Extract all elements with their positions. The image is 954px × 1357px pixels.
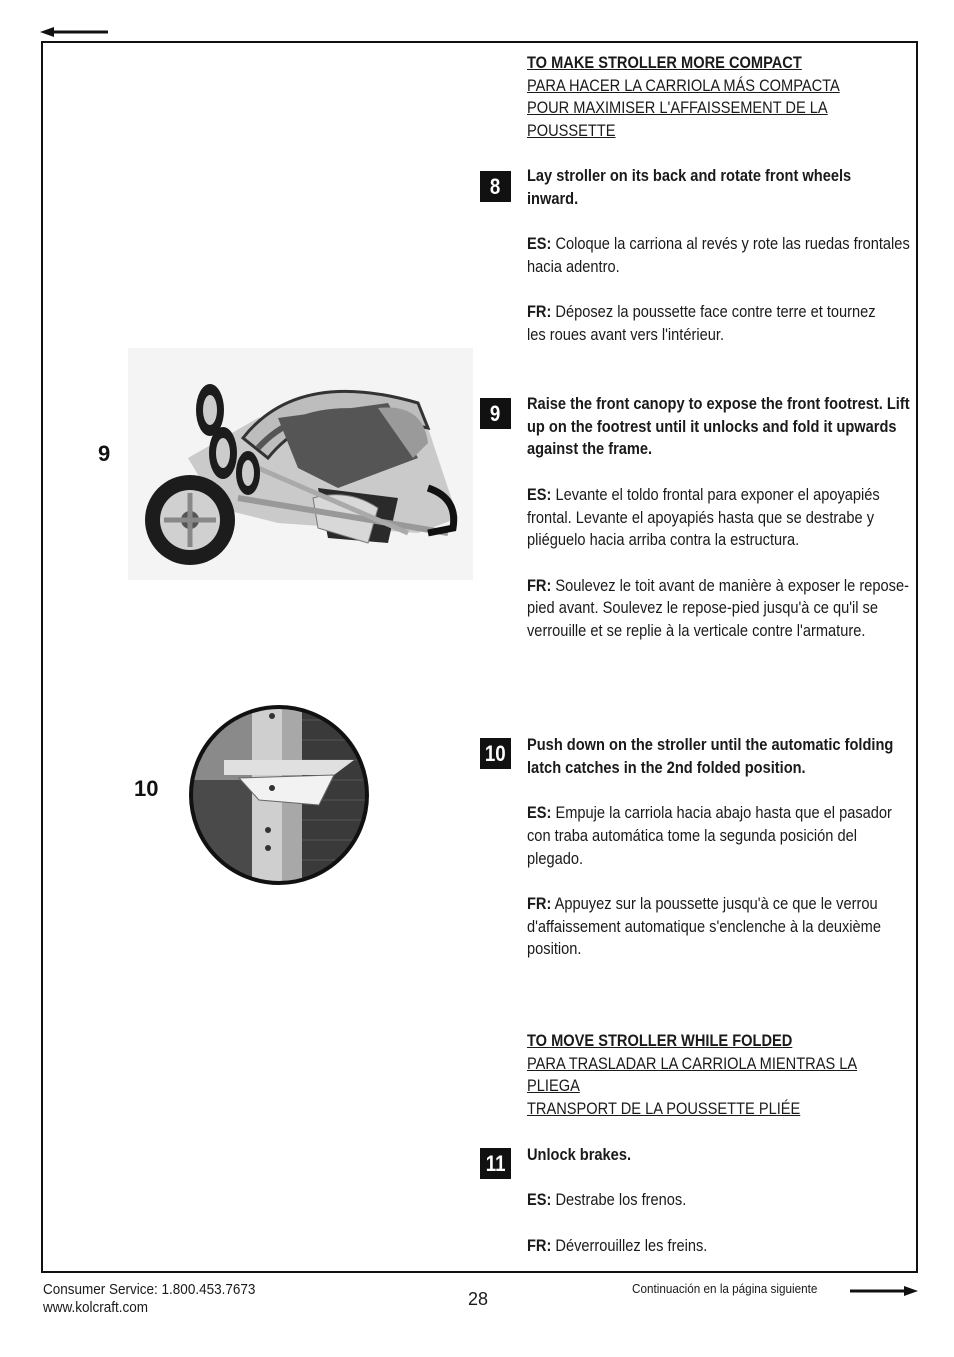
step-8-en: Lay stroller on its back and rotate front wheels inward. — [527, 166, 852, 208]
page-number: 28 — [468, 1289, 489, 1309]
step-number-10: 10 — [480, 738, 511, 769]
step-10-text — [527, 734, 911, 961]
step-10-en: Push down on the stroller until the automatic folding latch catches in the 2nd folded position. — [527, 735, 894, 777]
step-number-8: 8 — [480, 171, 511, 202]
step-8-fr: FR: Déposez la poussette face contre terre et tournez les roues avant vers l'intérieur. — [527, 302, 876, 344]
folded-stroller-image — [128, 348, 473, 580]
step-11-es: ES: Destrabe los frenos. — [527, 1190, 687, 1210]
heading-en: TO MAKE STROLLER MORE COMPACT — [527, 53, 802, 72]
step-8-es: ES: Coloque la carriona al revés y rote las ruedas frontales hacia adentro. — [527, 234, 910, 276]
heading-en: TO MOVE STROLLER WHILE FOLDED — [527, 1031, 793, 1050]
section-heading-move — [527, 1030, 911, 1121]
latch-closeup-image — [184, 700, 374, 890]
figure-label-9: 9 — [98, 441, 111, 466]
step-9-text — [527, 393, 911, 643]
back-arrow-icon — [40, 25, 110, 39]
consumer-service: Consumer Service: 1.800.453.7673 — [43, 1281, 256, 1298]
step-9-es: ES: Levante el toldo frontal para exponer el apoyapiés frontal. Levante el apoyapiés hasta que se destrabe y pliéguelo hacia arriba contra la estructura. — [527, 484, 880, 550]
website-link[interactable]: www.kolcraft.com — [43, 1299, 149, 1316]
heading-es: PARA HACER LA CARRIOLA MÁS COMPACTA — [527, 75, 840, 95]
continued-note: Continuación en la página siguiente — [632, 1281, 818, 1296]
step-number-11: 11 — [480, 1148, 511, 1179]
step-10-es: ES: Empuje la carriola hacia abajo hasta que el pasador con traba automática tome la segunda posición del plegado. — [527, 803, 892, 868]
step-11-text — [527, 1144, 911, 1257]
step-11-en: Unlock brakes. — [527, 1145, 632, 1164]
footer-contact — [43, 1281, 255, 1317]
step-number-9: 9 — [480, 398, 511, 429]
step-9-fr: FR: Soulevez le toit avant de manière à exposer le repose-pied avant. Soulevez le repose-pied jusqu'à ce qu'il se verrouille et se replie à la verticale contre l'armature. — [527, 575, 909, 640]
figure-label-10: 10 — [134, 776, 159, 801]
step-11-fr: FR: Déverrouillez les freins. — [527, 1235, 708, 1255]
next-arrow-icon — [848, 1284, 918, 1298]
heading-fr: POUR MAXIMISER L'AFFAISSEMENT DE LA POUSSETTE — [527, 98, 828, 141]
heading-es: PARA TRASLADAR LA CARRIOLA MIENTRAS LA PLIEGA — [527, 1053, 858, 1096]
step-10-fr: FR: Appuyez sur la poussette jusqu'à ce que le verrou d'affaissement automatique s'enclenche à la deuxième position. — [527, 893, 881, 959]
step-9-en: Raise the front canopy to expose the front footrest. Lift up on the footrest until it unlocks and fold it upwards against the frame. — [527, 394, 910, 459]
section-heading-compact — [527, 52, 911, 143]
step-8-text — [527, 165, 911, 347]
heading-fr: TRANSPORT DE LA POUSSETTE PLIÉE — [527, 1099, 801, 1119]
